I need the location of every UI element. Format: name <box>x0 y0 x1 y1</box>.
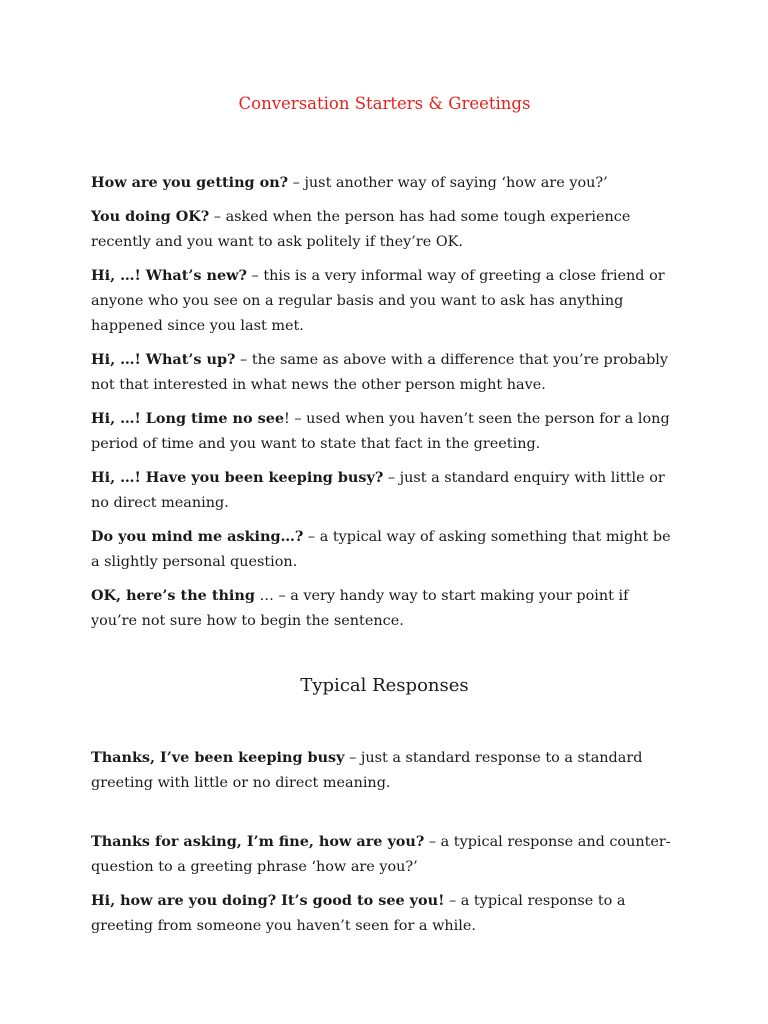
entry-term: How are you getting on? <box>91 174 289 191</box>
entry-term: Hi, …! What’s new? <box>91 267 247 284</box>
entry-definition: … – a very handy way to start making your point if you’re not sure how to begin the sentence. <box>91 588 629 629</box>
entry-definition: – this is a very informal way of greeting a close friend or anyone who you see on a regular basis and you want to ask has anything happened since you last met. <box>91 268 665 334</box>
entry-definition: – a typical way of asking something that might be a slightly personal question. <box>91 529 671 570</box>
entry-definition: – just a standard response to a standard greeting with little or no direct meaning. <box>91 750 643 791</box>
entry-definition: ! – used when you haven’t seen the person for a long period of time and you want to state that fact in the greeting. <box>91 411 670 452</box>
entry-term: Hi, …! Long time no see <box>91 410 285 427</box>
entry-term: Hi, …! Have you been keeping busy? <box>91 469 384 486</box>
responses-section <box>91 745 678 939</box>
response-entry <box>91 745 678 796</box>
entry-definition: – a typical response and counter-question to a greeting phrase ‘how are you?’ <box>91 834 671 875</box>
response-entry <box>91 888 678 939</box>
entry-definition: – the same as above with a difference that you’re probably not that interested in what news the other person might have. <box>91 352 669 393</box>
starter-entry <box>91 583 678 634</box>
page-title: Conversation Starters & Greetings <box>238 94 531 113</box>
starter-entry <box>91 204 678 255</box>
starter-entry <box>91 347 678 398</box>
starters-section <box>91 170 678 634</box>
entry-term: Hi, how are you doing? It’s good to see you! <box>91 892 445 909</box>
response-entry <box>91 829 678 880</box>
entry-term: Hi, …! What’s up? <box>91 351 236 368</box>
entry-term: Thanks, I’ve been keeping busy <box>91 749 345 766</box>
starter-entry <box>91 524 678 575</box>
entry-term: Do you mind me asking…? <box>91 528 304 545</box>
starter-entry <box>91 170 678 196</box>
starter-entry <box>91 263 678 339</box>
entry-definition: – a typical response to a greeting from someone you haven’t seen for a while. <box>91 893 626 934</box>
starter-entry <box>91 406 678 457</box>
entry-term: Thanks for asking, I’m fine, how are you? <box>91 833 425 850</box>
entry-definition: – asked when the person has had some tough experience recently and you want to ask politely if they’re OK. <box>91 209 631 250</box>
entry-definition: – just another way of saying ‘how are you?’ <box>288 175 608 191</box>
starter-entry <box>91 465 678 516</box>
entry-definition: – just a standard enquiry with little or no direct meaning. <box>91 470 665 511</box>
entry-term: OK, here’s the thing <box>91 587 255 604</box>
entry-term: You doing OK? <box>91 208 210 225</box>
section-title-responses: Typical Responses <box>300 675 469 696</box>
